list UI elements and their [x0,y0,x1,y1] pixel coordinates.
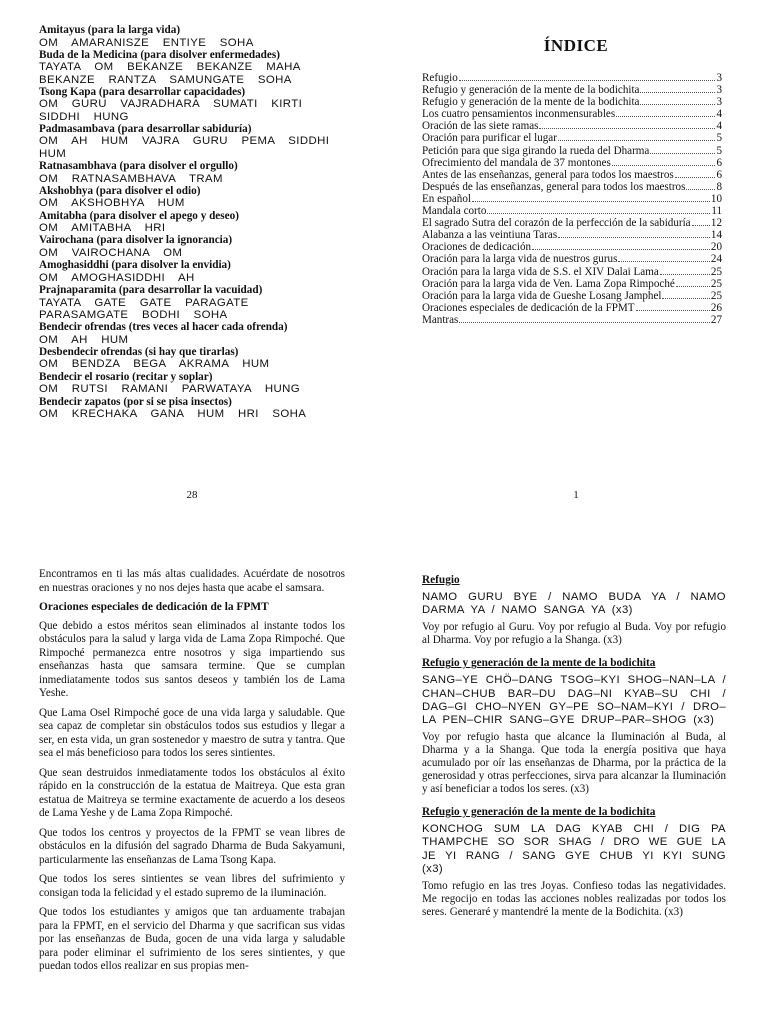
toc-leader-dots [616,116,715,117]
mantra-title: Amitayus (para la larga vida) [39,24,181,36]
toc-leader-dots [675,177,716,178]
toc-entry-title: Oración para la larga vida de Ven. Lama Zopa Rimpoché [422,277,675,290]
toc-leader-dots [618,261,709,262]
index-heading: ÍNDICE [543,36,609,55]
mantra-text: OM AMITABHA HRI [39,222,166,235]
toc-entry-page: 24 [710,253,722,266]
toc-entry-page: 25 [710,277,722,290]
toc-entry-title: Alabanza a las veintiuna Taras [422,229,558,242]
toc-entry [422,302,722,314]
toc-entry-title: Refugio y generación de la mente de la bodichita [422,96,640,109]
toc-entry-page: 11 [711,205,722,218]
toc-leader-dots [636,310,710,311]
mantra-title: Desbendecir ofrendas (si hay que tirarlas) [39,345,239,358]
toc-entry-title: Petición para que siga girando la rueda del Dharma [422,144,650,157]
refuge-mantra: KONCHOG SUM LA DAG KYAB CHI / DIG PA THAMPCHE SO SOR SHAG / DRO WE GUE LA JE YI RANG / SANG GYE CHUB YI KYI SUNG (x3) [422,823,726,875]
prayer-paragraphs [39,620,345,974]
mantra-text: OM BENDZA BEGA AKRAMA HUM [39,358,270,371]
mantra-title: Amitabha (para disolver el apego y deseo) [39,209,239,222]
mantra-entry [39,49,319,86]
toc-leader-dots [539,128,715,129]
mantra-text: OM GURU VAJRADHARA SUMATI KIRTI [39,98,303,111]
toc-leader-dots [487,213,710,214]
toc-entry [422,169,722,181]
section-title: Oraciones especiales de dedicación de la FPMT [39,601,269,613]
mantra-title: Ratnasambhava (para disolver el orgullo) [39,160,238,173]
toc-entry-title: Después de las enseñanzas, general para todos los maestros [422,180,686,193]
toc-entry-title: Refugio y generación de la mente de la bodichita [422,84,640,97]
toc-entry-title: Mandala corto [422,205,487,218]
toc-entry [422,84,722,96]
toc-entry [422,205,722,217]
prayers-page [0,512,384,1024]
mantra-title: Akshobhya (para disolver el odio) [39,184,201,197]
mantra-text: PARASAMGATE BODHI SOHA [39,308,228,321]
toc-entry-page: 3 [716,72,722,84]
mantras-page [0,0,384,512]
mantra-text: OM AMARANISZE ENTIYE SOHA [39,36,254,49]
toc-entry-page: 6 [716,168,722,181]
refuge-mantra: NAMO GURU BYE / NAMO BUDA YA / NAMO DARMA YA / NAMO SANGA YA (x3) [422,591,726,617]
prayer-paragraph: Que Lama Osel Rimpoché goce de una vida larga y saludable. Que sea capaz de completar sin obstáculos todos sus estudios y llegar a ser, en esta vida, un gran sostenedor y maestro de sutra y tantra. Que sea el más beneficioso para todos los seres sintientes. [39,706,345,759]
mantra-entry [39,210,319,235]
toc-entry-page: 25 [710,265,722,278]
prayer-paragraph: Que debido a estos méritos sean eliminados al instante todos los obstáculos para la salud y larga vida de Lama Zopa Rimpoché. Que Rimpoché permanezca entre nosotros y siga impartiendo sus enseñanzas hasta que samsara termine. Que se cumplan inmediatamente todos sus santos deseos y también los de Lama Yeshe. [39,619,345,699]
toc-entry-page: 3 [716,84,722,97]
toc-entry-page: 5 [716,132,722,145]
mantra-entry [39,371,319,396]
toc-entry-title: Ofrecimiento del mandala de 37 montones [422,156,611,169]
mantra-text: TAYATA OM BEKANZE BEKANZE MAHA [39,61,301,74]
mantra-text: OM RATNASAMBHAVA TRAM [39,172,223,185]
refuge-translation: Tomo refugio en las tres Joyas. Confieso todas las negatividades. Me regocijo en todas las acciones nobles realizadas por todos los seres. Generaré y mantendré la mente de la Bodichita. (x3) [422,880,726,919]
toc-entry [422,157,722,169]
toc-leader-dots [662,298,709,299]
mantra-text: OM AH HUM [39,333,129,346]
index-page [384,0,768,512]
toc-leader-dots [640,92,715,93]
refuge-section [422,657,726,796]
toc-entry-title: El sagrado Sutra del corazón de la perfección de la sabiduría [422,217,691,230]
toc-entry-page: 26 [710,301,722,314]
prayer-paragraph: Que todos los estudiantes y amigos que tan arduamente trabajan para la FPMT, en el servicio del Dharma y que sacrifican sus vidas por las enseñanzas de Buda, gocen de una vida larga y saludable para poder eliminar el sufrimiento de los seres sintientes, y que puedan todos ellos realizar en sus propias men- [39,906,345,972]
prayer-paragraph: Que todos los centros y proyectos de la FPMT se vean libres de obstáculos en la difusión del sagrado Dharma de Buda Sakyamuni, particularmente las enseñanzas de Lama Tsong Kapa. [39,826,345,866]
mantra-text: OM AMOGHASIDDHI AH [39,271,195,284]
toc-leader-dots [612,165,716,166]
toc-entry [422,314,722,326]
mantra-title: Bendecir ofrendas (tres veces al hacer cada ofrenda) [39,321,288,334]
mantra-entry [39,321,319,346]
mantra-entry [39,24,319,49]
refuge-section-title: Refugio y generación de la mente de la bodichita [422,657,656,670]
mantra-title: Vairochana (para disolver la ignorancia) [39,234,233,247]
refuge-section [422,574,726,647]
mantra-text: OM AKSHOBHYA HUM [39,197,185,210]
toc-entry [422,253,722,265]
toc-entry-page: 14 [710,229,722,242]
toc-entry-title: Oración para purificar el lugar [422,132,557,145]
toc-entry [422,193,722,205]
toc-entry-title: Oración de las siete ramas [422,120,539,133]
toc-entry-page: 3 [716,96,722,109]
mantra-text: OM RUTSI RAMANI PARWATAYA HUNG [39,383,301,396]
mantra-text: HUM [39,147,67,160]
toc-entry [422,290,722,302]
toc-entry-title: Oración para la larga vida de Gueshe Losang Jamphel [422,289,662,302]
toc-leader-dots [640,104,715,105]
mantra-entry [39,234,319,259]
toc-leader-dots [472,201,710,202]
toc-leader-dots [650,153,715,154]
refuge-mantra: SANG–YE CHÖ–DANG TSOG–KYI SHOG–NAN–LA / CHAN–CHUB BAR–DU DAG–NI KYAB–SU CHI / DAG–GI CHO–NYEN GY–PE SO–NAM–KYI / DRO–LA PEN–CHIR SANG–GYE DRUP–PAR–SHOG (x3) [422,674,726,727]
toc-leader-dots [692,225,710,226]
toc-entry-page: 10 [710,192,722,205]
toc-entry-title: Mantras [422,313,459,326]
refuge-section-title: Refugio [422,574,460,586]
toc-entry [422,145,722,157]
toc-leader-dots [558,237,710,238]
mantra-title: Amoghasiddhi (para disolver la envidia) [39,259,231,272]
toc-leader-dots [459,322,710,323]
toc-entry-title: En español [422,192,471,205]
mantra-title: Bendecir el rosario (recitar y soplar) [39,370,213,383]
mantra-text: SIDDHI HUNG [39,110,129,123]
toc-entry-page: 27 [710,313,722,326]
mantra-title: Bendecir zapatos (por si se pisa insectos) [39,395,232,408]
toc-entry [422,108,722,120]
mantra-title: Padmasambava (para desarrollar sabiduría) [39,122,252,135]
toc-entry-page: 25 [710,289,722,302]
toc-entry-page: 4 [716,120,722,133]
mantra-entry [39,185,319,210]
toc-entry [422,241,722,253]
toc-entry [422,120,722,132]
toc-entry [422,229,722,241]
page-number: 28 [186,489,198,501]
toc-entry-page: 4 [716,108,722,121]
refuge-section-title: Refugio y generación de la mente de la bodichita [422,806,656,819]
mantra-text: OM AH HUM VAJRA GURU PEMA SIDDHI [39,135,330,148]
toc-entry-title: Oración para la larga vida de S.S. el XIV Dalai Lama [422,265,659,278]
refuge-section [422,806,726,919]
toc-entry-page: 20 [710,241,722,254]
toc-leader-dots [532,249,710,250]
toc-entry-title: Oraciones de dedicación [422,241,532,254]
mantra-entry [39,122,330,160]
toc-entry [422,96,722,108]
toc-entry [422,72,722,84]
intro-paragraph: Encontramos en ti las más altas cualidades. Acuérdate de nosotros en nuestras oraciones y no nos dejes hasta que acabe el samsara. [39,568,345,594]
toc-entry-page: 6 [716,156,722,169]
toc-leader-dots [660,274,710,275]
mantra-entry [39,284,319,321]
mantra-entry [39,346,319,371]
mantra-text: BEKANZE RANTZA SAMUNGATE SOHA [39,73,292,86]
toc-entry-title: Refugio [422,72,458,84]
toc-entry [422,278,722,290]
refuge-translation: Voy por refugio al Guru. Voy por refugio al Buda. Voy por refugio al Dharma. Voy por refugio a la Shanga. (x3) [422,621,726,647]
mantra-title: Prajnaparamita (para desarrollar la vacuidad) [39,284,263,297]
prayers-body [39,568,345,980]
mantra-list [39,24,330,421]
toc-entry-page: 8 [716,180,722,193]
toc-entry-page: 5 [716,144,722,157]
mantra-title: Buda de la Medicina (para disolver enfermedades) [39,48,280,61]
toc-entry-title: Antes de las enseñanzas, general para todos los maestros [422,168,674,181]
mantra-entry [39,396,319,421]
toc-entry [422,266,722,278]
page-number: 1 [573,489,579,501]
toc-entry-page: 12 [710,217,722,230]
toc-leader-dots [558,140,716,141]
mantra-entry [39,160,319,185]
refuge-page [384,512,768,1024]
mantra-entry [39,86,319,123]
mantra-entry [39,259,319,284]
mantra-text: OM VAIROCHANA OM [39,246,183,259]
toc-leader-dots [686,189,715,190]
refuge-sections [422,574,726,929]
toc-entry [422,217,722,229]
mantra-title: Tsong Kapa (para desarrollar capacidades) [39,85,246,98]
toc-entry-title: Oraciones especiales de dedicación de la FPMT [422,301,635,314]
mantra-text: OM KRECHAKA GANA HUM HRI SOHA [39,408,307,421]
mantra-text: TAYATA GATE GATE PARAGATE [39,296,249,309]
prayer-paragraph: Que sean destruidos inmediatamente todos los obstáculos al éxito rápido en la construcción de la estatua de Maitreya. Que esta gran estatua de Maitreya se termine exactamente de acuerdo a los deseos de Lama Yeshe y de Lama Zopa Rimpoché. [39,766,345,819]
prayer-paragraph: Que todos los seres sintientes se vean libres del sufrimiento y consigan toda la felicidad y el estado supremo de la iluminación. [39,873,345,899]
toc-leader-dots [459,80,716,81]
toc-entry-title: Los cuatro pensamientos inconmensurables [422,108,616,121]
toc-leader-dots [676,286,710,287]
toc-entry-title: Oración para la larga vida de nuestros gurus [422,253,618,266]
toc-entry [422,181,722,193]
table-of-contents [422,72,722,326]
refuge-translation: Voy por refugio hasta que alcance la Iluminación al Buda, al Dharma y a la Shanga. Que toda la energía positiva que haya acumulado por oír las enseñanzas de Dharma, por la práctica de la generosidad y otras perfecciones, sirva para alcanzar la Iluminación y así beneficiar a todos los seres. (x3) [422,731,726,796]
toc-entry [422,132,722,144]
